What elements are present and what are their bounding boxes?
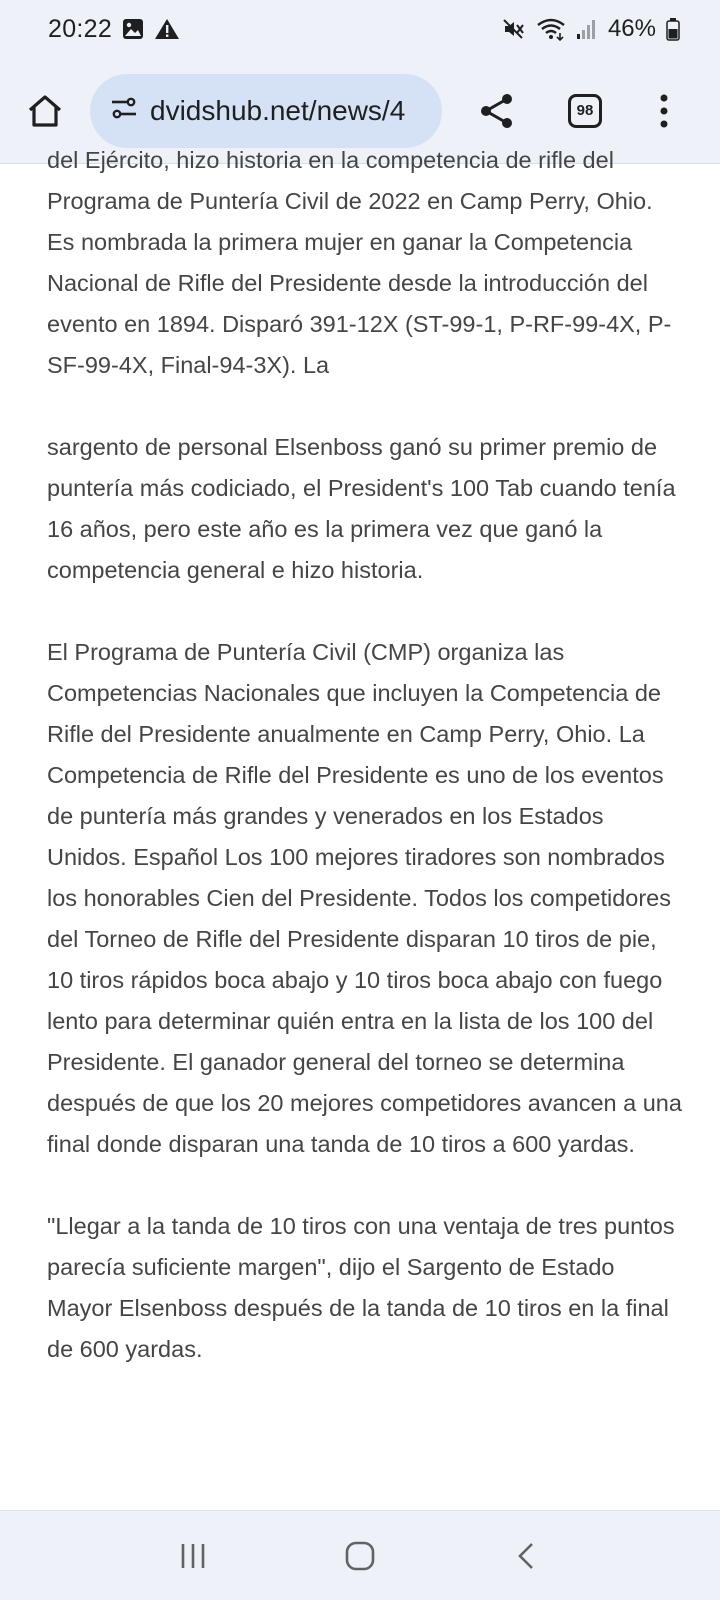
article-paragraph: sargento de personal Elsenboss ganó su primer premio de puntería más codiciado, el President's 100 Tab cuando tenía 16 años, pero este año es la primera vez que ganó la competencia general e hizo historia. — [47, 434, 676, 583]
status-time: 20:22 — [48, 14, 113, 43]
share-button[interactable] — [468, 82, 526, 140]
share-icon — [478, 92, 516, 130]
mute-icon — [502, 17, 526, 41]
home-nav-button[interactable] — [330, 1526, 390, 1586]
home-button[interactable] — [16, 82, 74, 140]
navigation-bar — [0, 1510, 720, 1600]
status-right — [502, 15, 680, 43]
home-circle-icon — [344, 1540, 376, 1572]
more-vert-icon — [659, 94, 669, 128]
back-icon — [512, 1541, 542, 1571]
article-body — [47, 140, 683, 1411]
back-button[interactable] — [497, 1526, 557, 1586]
site-settings-icon[interactable] — [110, 94, 138, 127]
wifi-icon — [536, 17, 566, 41]
image-icon — [122, 18, 144, 40]
battery-percentage: 46% — [607, 15, 656, 42]
tab-count: 98 — [568, 94, 602, 128]
article-paragraph: El Programa de Puntería Civil (CMP) organiza las Competencias Nacionales que incluyen la Competencia de Rifle del Presidente anualmente en Camp Perry, Ohio. La Competencia de Rifle del Presidente es uno de los eventos de puntería más grandes y venerados en los Estados Unidos. Español Los 100 mejores tiradores son nombrados los honorables Cien del Presidente. Todos los competidores del Torneo de Rifle del Presidente disparan 10 tiros de pie, 10 tiros rápidos boca abajo y 10 tiros boca abajo con fuego lento para determinar quién entra en la lista de los 100 del Presidente. El ganador general del torneo se determina después de que los 20 mejores competidores avancen a una final donde disparan una tanda de 10 tiros a 600 yardas. — [47, 639, 682, 1157]
battery-icon — [666, 17, 680, 41]
article-paragraph: del Ejército, hizo historia en la competencia de rifle del Programa de Puntería Civil de 2022 en Camp Perry, Ohio. Es nombrada la primera mujer en ganar la Competencia Nacional de Rifle del Presidente desde la introducción del evento en 1894. Disparó 391-12X (ST-99-1, P-RF-99-4X, P-SF-99-4X, Final-94-3X). La — [47, 147, 672, 378]
recent-apps-icon — [178, 1541, 208, 1571]
page-content[interactable] — [0, 147, 720, 1510]
tab-switcher-button[interactable] — [556, 82, 614, 140]
url-text[interactable]: dvidshub.net/news/4 — [150, 94, 406, 126]
address-bar[interactable] — [90, 74, 442, 148]
home-icon — [26, 92, 64, 130]
more-options-button[interactable] — [644, 82, 684, 140]
status-bar — [0, 0, 720, 58]
warning-icon — [154, 18, 180, 40]
recent-apps-button[interactable] — [163, 1526, 223, 1586]
signal-icon — [576, 18, 598, 40]
status-left — [48, 15, 180, 44]
article-paragraph: "Llegar a la tanda de 10 tiros con una ventaja de tres puntos parecía suficiente margen", dijo el Sargento de Estado Mayor Elsenboss después de la tanda de 10 tiros en la final de 600 yardas. — [47, 1213, 675, 1362]
